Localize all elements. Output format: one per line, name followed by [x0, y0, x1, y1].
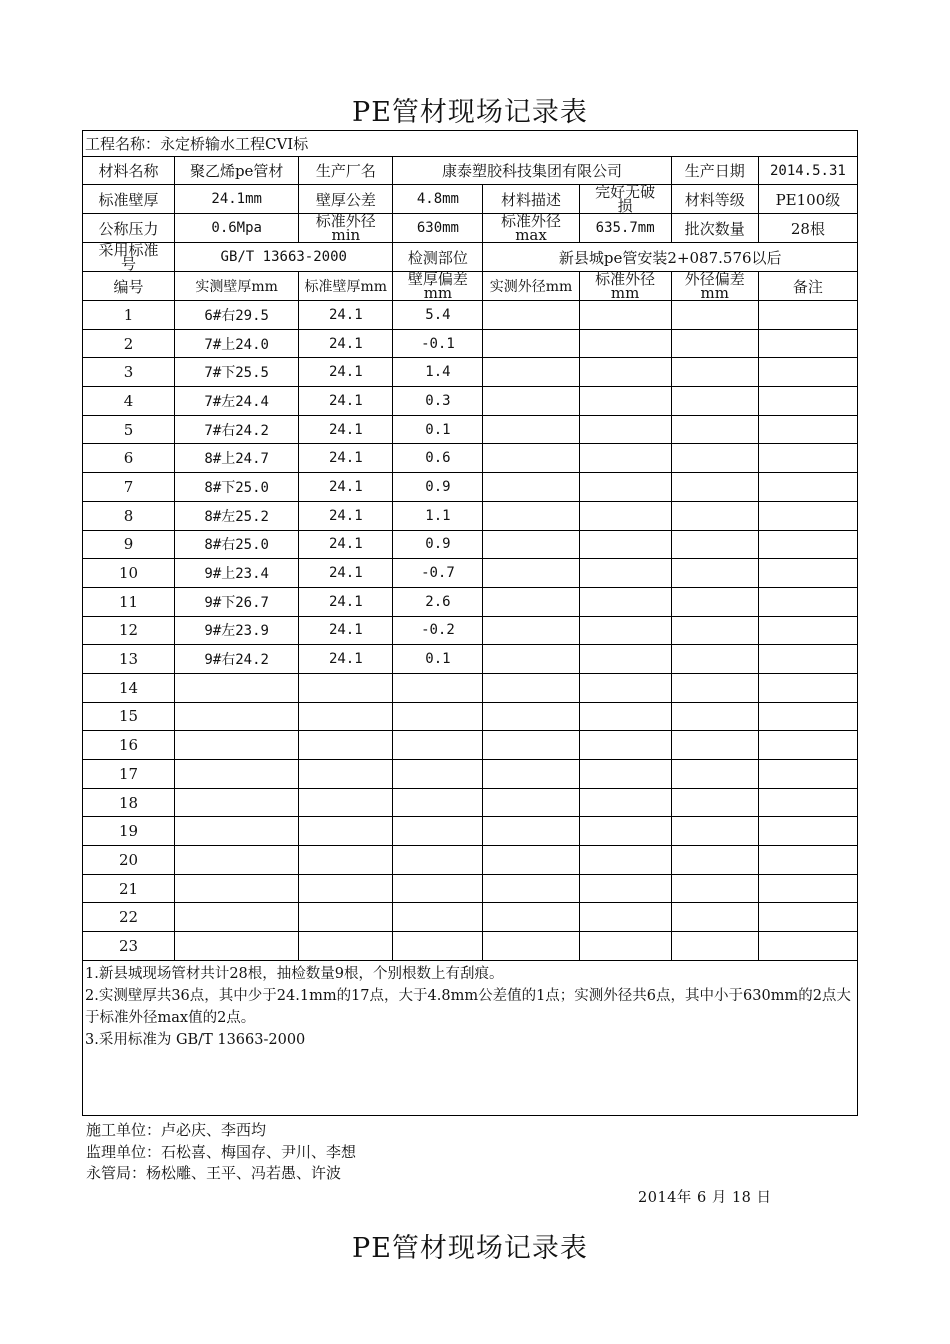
table-row	[83, 587, 858, 616]
col-header-std-wall: 标准壁厚mm	[299, 272, 393, 301]
cell-remarks	[758, 760, 857, 789]
table-row	[83, 760, 858, 789]
table-row	[83, 444, 858, 473]
cell-wall-dev: 2.6	[393, 587, 483, 616]
cell-measured-wall	[175, 932, 299, 961]
note-2: 2.实测壁厚共36点，其中少于24.1mm的17点，大于4.8mm公差值的1点；实测外径共6点，其中小于630mm的2点大于标准外径max值的2点。	[85, 987, 851, 1026]
mat-grade-label: 材料等级	[671, 185, 758, 214]
standard-label: 采用标准号	[98, 241, 159, 273]
cell-measured-od	[483, 329, 579, 358]
cell-wall-dev	[393, 673, 483, 702]
cell-wall-dev	[393, 903, 483, 932]
cell-od-dev	[671, 874, 758, 903]
cell-wall-dev: 0.3	[393, 387, 483, 416]
std-wall-value: 24.1mm	[175, 185, 299, 214]
cell-remarks	[758, 358, 857, 387]
cell-measured-wall	[175, 874, 299, 903]
cell-measured-od	[483, 673, 579, 702]
col-header-measured-od: 实测外径mm	[483, 272, 579, 301]
cell-measured-wall: 9#上23.4	[175, 559, 299, 588]
cell-remarks	[758, 817, 857, 846]
cell-measured-wall: 8#下25.0	[175, 473, 299, 502]
cell-od-dev	[671, 501, 758, 530]
cell-std-wall	[299, 932, 393, 961]
cell-remarks	[758, 616, 857, 645]
cell-measured-wall	[175, 673, 299, 702]
cell-od-dev	[671, 788, 758, 817]
cell-measured-od	[483, 788, 579, 817]
cell-remarks	[758, 301, 857, 330]
cell-no: 11	[83, 587, 175, 616]
cell-remarks	[758, 587, 857, 616]
cell-remarks	[758, 530, 857, 559]
col-header-wall-dev: 壁厚偏差mm	[407, 270, 468, 302]
cell-std-wall: 24.1	[299, 645, 393, 674]
location-value: 新县城pe管安装2+087.576以后	[483, 243, 858, 272]
cell-std-od	[579, 903, 671, 932]
cell-remarks	[758, 731, 857, 760]
maker-value: 康泰塑胶科技集团有限公司	[393, 157, 671, 185]
cell-remarks	[758, 444, 857, 473]
cell-no: 8	[83, 501, 175, 530]
page-title: PE管材现场记录表	[352, 97, 588, 128]
cell-std-wall: 24.1	[299, 329, 393, 358]
mat-grade-value: PE100级	[758, 185, 857, 214]
cell-wall-dev: -0.7	[393, 559, 483, 588]
cell-od-dev	[671, 731, 758, 760]
cell-wall-dev: -0.2	[393, 616, 483, 645]
cell-std-wall	[299, 788, 393, 817]
cell-measured-od	[483, 817, 579, 846]
cell-no: 19	[83, 817, 175, 846]
cell-measured-wall	[175, 903, 299, 932]
wall-tol-label: 壁厚公差	[299, 185, 393, 214]
cell-std-od	[579, 874, 671, 903]
cell-std-od	[579, 760, 671, 789]
cell-std-wall	[299, 817, 393, 846]
cell-no: 14	[83, 673, 175, 702]
cell-std-wall: 24.1	[299, 501, 393, 530]
cell-measured-od	[483, 387, 579, 416]
cell-measured-od	[483, 903, 579, 932]
table-row	[83, 616, 858, 645]
cell-measured-wall: 7#下25.5	[175, 358, 299, 387]
table-row	[83, 903, 858, 932]
cell-no: 21	[83, 874, 175, 903]
col-header-remarks: 备注	[758, 272, 857, 301]
cell-std-od	[579, 387, 671, 416]
cell-std-od	[579, 415, 671, 444]
cell-remarks	[758, 473, 857, 502]
cell-wall-dev: 0.1	[393, 645, 483, 674]
table-row	[83, 530, 858, 559]
cell-std-wall: 24.1	[299, 530, 393, 559]
cell-std-wall	[299, 731, 393, 760]
cell-measured-od	[483, 874, 579, 903]
cell-remarks	[758, 673, 857, 702]
table-row	[83, 301, 858, 330]
cell-od-dev	[671, 329, 758, 358]
maker-label: 生产厂名	[299, 157, 393, 185]
cell-od-dev	[671, 444, 758, 473]
cell-std-wall: 24.1	[299, 616, 393, 645]
cell-measured-wall: 8#左25.2	[175, 501, 299, 530]
cell-od-dev	[671, 903, 758, 932]
cell-no: 3	[83, 358, 175, 387]
cell-std-wall	[299, 702, 393, 731]
pressure-label: 公称压力	[83, 214, 175, 243]
col-header-std-od: 标准外径mm	[595, 270, 656, 302]
cell-measured-wall	[175, 702, 299, 731]
cell-measured-od	[483, 760, 579, 789]
cell-wall-dev	[393, 817, 483, 846]
cell-wall-dev: 0.9	[393, 473, 483, 502]
cell-no: 15	[83, 702, 175, 731]
cell-measured-od	[483, 301, 579, 330]
cell-measured-od	[483, 932, 579, 961]
cell-no: 16	[83, 731, 175, 760]
cell-wall-dev: 1.4	[393, 358, 483, 387]
cell-od-dev	[671, 473, 758, 502]
note-3: 3.采用标准为 GB/T 13663-2000	[85, 1031, 306, 1048]
cell-od-dev	[671, 559, 758, 588]
cell-remarks	[758, 788, 857, 817]
location-label: 检测部位	[393, 243, 483, 272]
water-bureau: 永管局：杨松雕、王平、冯若愚、许波	[86, 1164, 342, 1182]
cell-std-wall: 24.1	[299, 473, 393, 502]
cell-std-wall: 24.1	[299, 415, 393, 444]
cell-measured-wall: 9#下26.7	[175, 587, 299, 616]
cell-no: 23	[83, 932, 175, 961]
cell-std-wall	[299, 673, 393, 702]
signatures	[86, 1120, 356, 1185]
next-page-title: PE管材现场记录表	[352, 1233, 588, 1264]
cell-measured-wall	[175, 817, 299, 846]
cell-std-od	[579, 731, 671, 760]
cell-std-wall: 24.1	[299, 301, 393, 330]
cell-od-dev	[671, 301, 758, 330]
notes-block	[83, 960, 858, 1115]
cell-no: 1	[83, 301, 175, 330]
material-name-label: 材料名称	[83, 157, 175, 185]
cell-wall-dev	[393, 760, 483, 789]
data-rows	[83, 301, 858, 961]
cell-std-od	[579, 673, 671, 702]
cell-od-dev	[671, 846, 758, 875]
cell-od-dev	[671, 358, 758, 387]
cell-measured-od	[483, 587, 579, 616]
table-row	[83, 932, 858, 961]
cell-od-dev	[671, 530, 758, 559]
cell-remarks	[758, 846, 857, 875]
cell-no: 7	[83, 473, 175, 502]
cell-wall-dev: 0.6	[393, 444, 483, 473]
cell-std-wall: 24.1	[299, 358, 393, 387]
cell-wall-dev: -0.1	[393, 329, 483, 358]
prod-date-label: 生产日期	[671, 157, 758, 185]
cell-std-wall: 24.1	[299, 559, 393, 588]
cell-std-od	[579, 473, 671, 502]
table-row	[83, 415, 858, 444]
construction-unit: 施工单位：卢必庆、李西均	[86, 1121, 267, 1139]
cell-od-dev	[671, 415, 758, 444]
cell-std-od	[579, 788, 671, 817]
table-row	[83, 501, 858, 530]
cell-measured-wall	[175, 731, 299, 760]
cell-remarks	[758, 415, 857, 444]
cell-measured-wall	[175, 846, 299, 875]
cell-no: 9	[83, 530, 175, 559]
cell-od-dev	[671, 387, 758, 416]
cell-no: 22	[83, 903, 175, 932]
table-row	[83, 788, 858, 817]
cell-wall-dev: 1.1	[393, 501, 483, 530]
project-name: 工程名称：永定桥输水工程CVI标	[83, 131, 858, 157]
cell-measured-wall: 9#左23.9	[175, 616, 299, 645]
cell-std-od	[579, 587, 671, 616]
cell-std-od	[579, 501, 671, 530]
cell-std-od	[579, 846, 671, 875]
cell-od-dev	[671, 616, 758, 645]
od-max-label: 标准外径max	[501, 212, 562, 244]
cell-measured-wall: 7#上24.0	[175, 329, 299, 358]
cell-wall-dev	[393, 846, 483, 875]
col-header-od-dev: 外径偏差mm	[684, 270, 745, 302]
cell-std-wall	[299, 760, 393, 789]
cell-od-dev	[671, 587, 758, 616]
cell-wall-dev: 0.1	[393, 415, 483, 444]
table-row	[83, 673, 858, 702]
cell-std-wall: 24.1	[299, 587, 393, 616]
cell-remarks	[758, 501, 857, 530]
table-row	[83, 874, 858, 903]
cell-no: 12	[83, 616, 175, 645]
column-header-row	[83, 272, 858, 301]
cell-measured-od	[483, 501, 579, 530]
cell-no: 6	[83, 444, 175, 473]
cell-wall-dev	[393, 731, 483, 760]
cell-wall-dev	[393, 702, 483, 731]
cell-std-wall: 24.1	[299, 444, 393, 473]
table-row	[83, 473, 858, 502]
batch-value: 28根	[758, 214, 857, 243]
cell-measured-wall: 7#右24.2	[175, 415, 299, 444]
cell-wall-dev: 0.9	[393, 530, 483, 559]
cell-wall-dev	[393, 788, 483, 817]
cell-std-od	[579, 559, 671, 588]
cell-no: 2	[83, 329, 175, 358]
cell-measured-od	[483, 444, 579, 473]
cell-remarks	[758, 329, 857, 358]
cell-std-od	[579, 530, 671, 559]
cell-std-od	[579, 932, 671, 961]
cell-measured-od	[483, 731, 579, 760]
cell-no: 5	[83, 415, 175, 444]
cell-remarks	[758, 559, 857, 588]
table-row	[83, 387, 858, 416]
cell-no: 13	[83, 645, 175, 674]
cell-std-od	[579, 645, 671, 674]
cell-wall-dev	[393, 874, 483, 903]
table-row	[83, 645, 858, 674]
cell-remarks	[758, 702, 857, 731]
cell-measured-od	[483, 702, 579, 731]
cell-measured-od	[483, 530, 579, 559]
cell-measured-wall: 6#右29.5	[175, 301, 299, 330]
cell-std-od	[579, 702, 671, 731]
mat-desc-value: 完好无破损	[595, 183, 656, 215]
table-row	[83, 358, 858, 387]
cell-measured-wall	[175, 760, 299, 789]
cell-measured-wall	[175, 788, 299, 817]
cell-std-wall	[299, 846, 393, 875]
cell-measured-wall: 7#左24.4	[175, 387, 299, 416]
cell-remarks	[758, 387, 857, 416]
cell-od-dev	[671, 645, 758, 674]
cell-std-wall	[299, 903, 393, 932]
cell-std-od	[579, 444, 671, 473]
cell-std-wall: 24.1	[299, 387, 393, 416]
table-row	[83, 846, 858, 875]
col-header-no: 编号	[83, 272, 175, 301]
cell-remarks	[758, 932, 857, 961]
cell-wall-dev: 5.4	[393, 301, 483, 330]
prod-date-value: 2014.5.31	[758, 157, 857, 185]
cell-no: 17	[83, 760, 175, 789]
cell-od-dev	[671, 932, 758, 961]
cell-measured-wall: 9#右24.2	[175, 645, 299, 674]
cell-std-od	[579, 817, 671, 846]
cell-std-od	[579, 358, 671, 387]
cell-od-dev	[671, 760, 758, 789]
cell-measured-od	[483, 616, 579, 645]
cell-no: 20	[83, 846, 175, 875]
od-min-value: 630mm	[393, 214, 483, 243]
cell-od-dev	[671, 673, 758, 702]
table-row	[83, 559, 858, 588]
table-row	[83, 702, 858, 731]
cell-wall-dev	[393, 932, 483, 961]
pressure-value: 0.6Mpa	[175, 214, 299, 243]
record-table	[82, 130, 858, 1116]
cell-no: 10	[83, 559, 175, 588]
cell-od-dev	[671, 817, 758, 846]
note-1: 1.新县城现场管材共计28根，抽检数量9根，个别根数上有刮痕。	[85, 965, 504, 982]
std-wall-label: 标准壁厚	[83, 185, 175, 214]
batch-label: 批次数量	[671, 214, 758, 243]
cell-remarks	[758, 645, 857, 674]
cell-measured-od	[483, 559, 579, 588]
cell-measured-wall: 8#右25.0	[175, 530, 299, 559]
mat-desc-label: 材料描述	[483, 185, 579, 214]
table-row	[83, 731, 858, 760]
cell-measured-od	[483, 415, 579, 444]
wall-tol-value: 4.8mm	[393, 185, 483, 214]
cell-measured-od	[483, 846, 579, 875]
standard-value: GB/T 13663-2000	[175, 243, 393, 272]
cell-measured-wall: 8#上24.7	[175, 444, 299, 473]
od-min-label: 标准外径min	[315, 212, 376, 244]
cell-remarks	[758, 903, 857, 932]
record-date: 2014年 6 月 18 日	[638, 1190, 772, 1206]
cell-std-od	[579, 301, 671, 330]
od-max-value: 635.7mm	[579, 214, 671, 243]
cell-std-od	[579, 329, 671, 358]
table-row	[83, 817, 858, 846]
cell-std-od	[579, 616, 671, 645]
cell-remarks	[758, 874, 857, 903]
cell-measured-od	[483, 358, 579, 387]
cell-no: 4	[83, 387, 175, 416]
cell-no: 18	[83, 788, 175, 817]
cell-measured-od	[483, 645, 579, 674]
cell-od-dev	[671, 702, 758, 731]
cell-measured-od	[483, 473, 579, 502]
material-name-value: 聚乙烯pe管材	[175, 157, 299, 185]
col-header-measured-wall: 实测壁厚mm	[175, 272, 299, 301]
table-row	[83, 329, 858, 358]
supervision-unit: 监理单位：石松喜、梅国存、尹川、李想	[86, 1142, 357, 1161]
cell-std-wall	[299, 874, 393, 903]
